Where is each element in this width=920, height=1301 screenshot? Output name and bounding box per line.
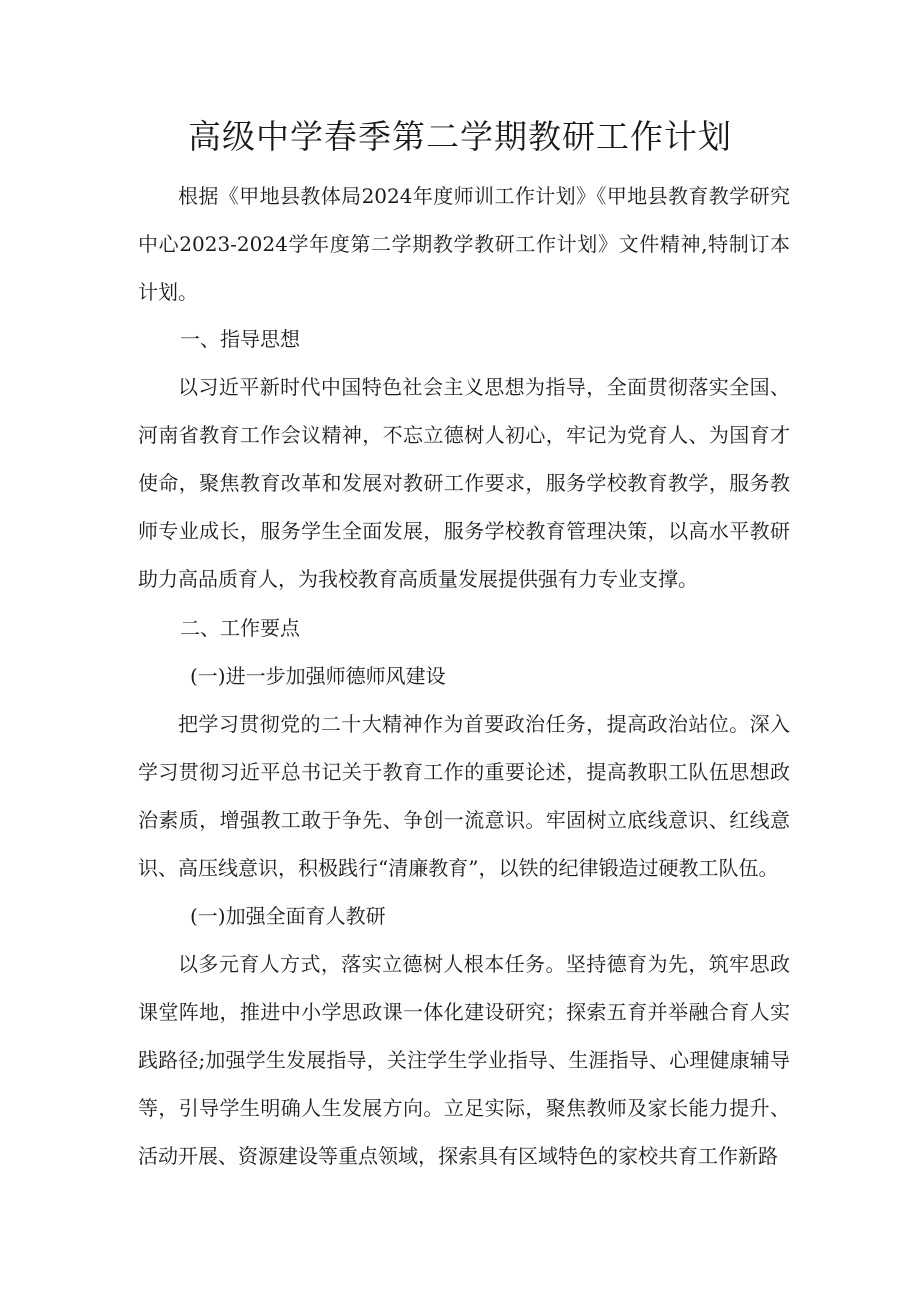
intro-paragraph: 根据《甲地县教体局2024年度师训工作计划》《甲地县教育教学研究中心2023-2024学年度第二学期教学教研工作计划》文件精神,特制订本计划。	[138, 184, 790, 304]
document-title: 高级中学春季第二学期教研工作计划	[188, 117, 732, 156]
section-heading-guiding-ideology: 一、指导思想	[180, 327, 300, 351]
guiding-ideology-paragraph: 以习近平新时代中国特色社会主义思想为指导，全面贯彻落实全国、河南省教育工作会议精神，不忘立德树人初心，牢记为党育人、为国育才使命，聚焦教育改革和发展对教研工作要求，服务学校教育教学，服务教师专业成长，服务学生全面发展，服务学校教育管理决策，以高水平教研助力高品质育人，为我校教育高质量发展提供强有力专业支撑。	[138, 375, 790, 591]
subsection-heading-ethics: (一)进一步加强师德师风建设	[190, 664, 446, 688]
subsection-heading-education-research: (一)加强全面育人教研	[190, 904, 386, 928]
ethics-paragraph: 把学习贯彻党的二十大精神作为首要政治任务，提高政治站位。深入学习贯彻习近平总书记关于教育工作的重要论述，提高教职工队伍思想政治素质，增强教工敢于争先、争创一流意识。牢固树立底线意识、红线意识、高压线意识，积极践行“清廉教育”，以铁的纪律锻造过硬教工队伍。	[138, 712, 790, 880]
education-research-paragraph: 以多元育人方式，落实立德树人根本任务。坚持德育为先，筑牢思政课堂阵地，推进中小学思政课一体化建设研究；探索五育并举融合育人实践路径;加强学生发展指导，关注学生学业指导、生涯指导、心理健康辅导等，引导学生明确人生发展方向。立足实际，聚焦教师及家长能力提升、活动开展、资源建设等重点领域，探索具有区域特色的家校共育工作新路	[138, 952, 790, 1168]
section-heading-work-points: 二、工作要点	[180, 616, 300, 640]
